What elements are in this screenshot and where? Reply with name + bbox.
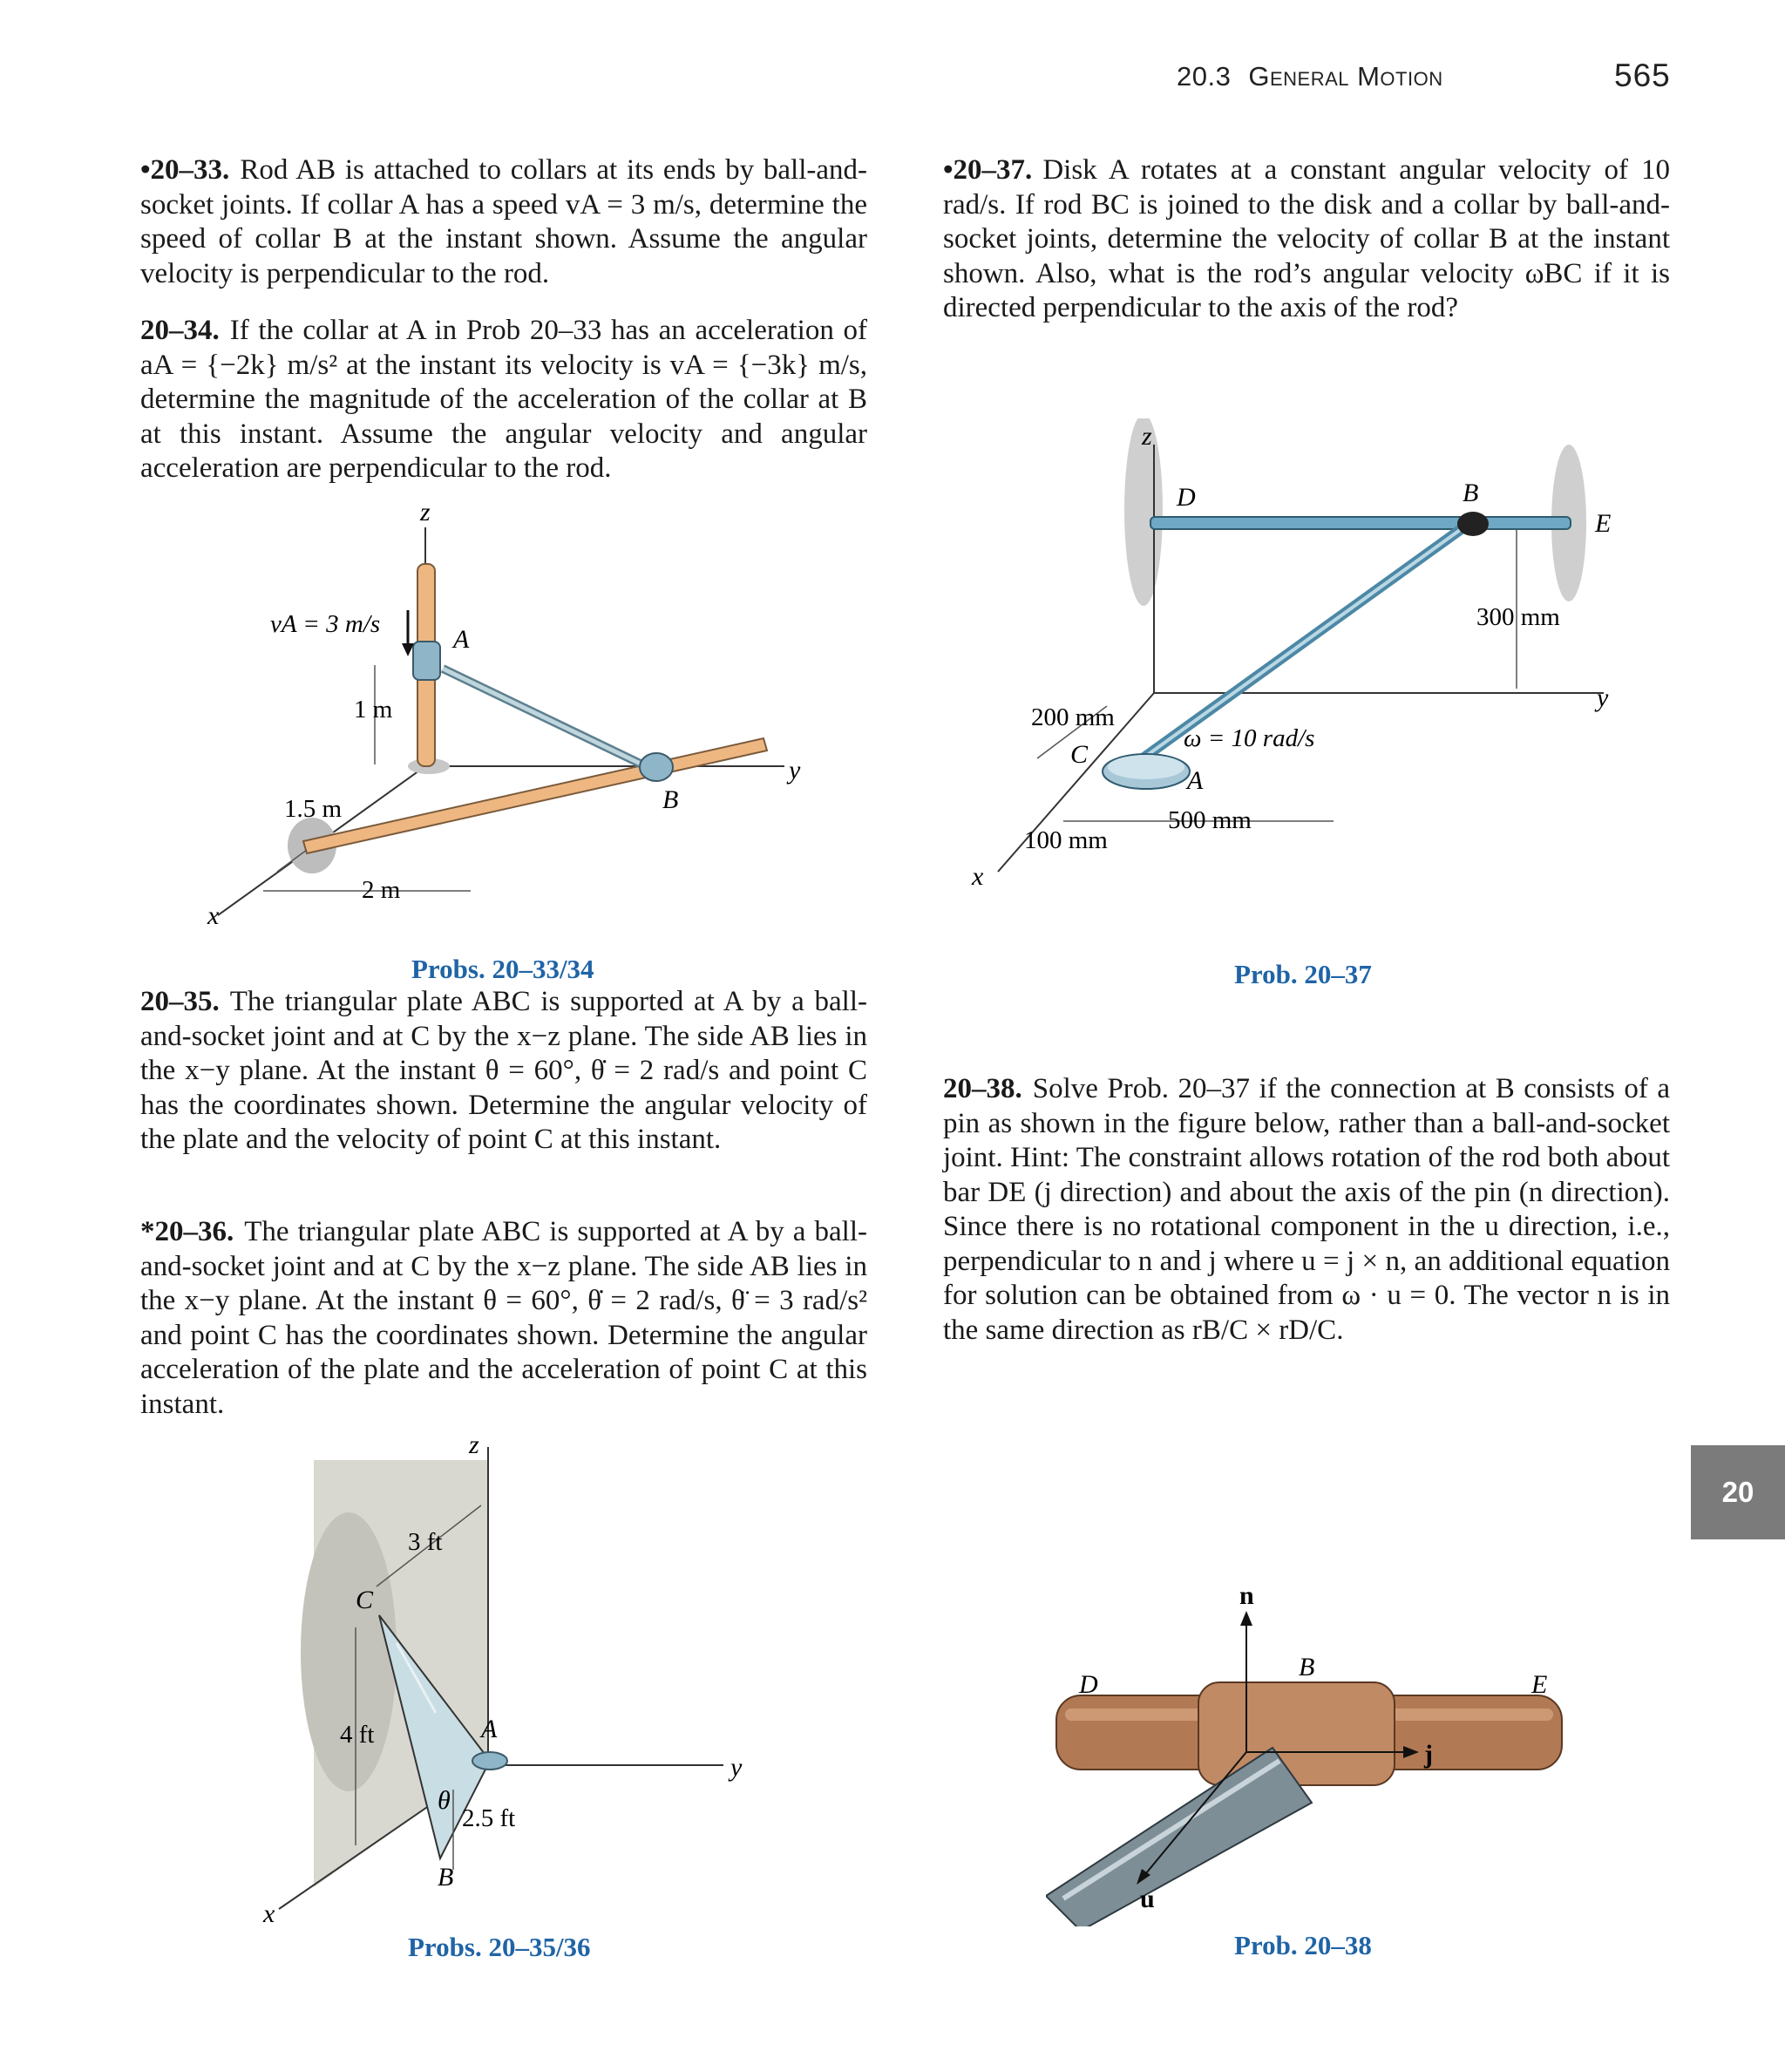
- label-4ft: 4 ft: [340, 1721, 375, 1749]
- label-c: C: [1070, 740, 1089, 769]
- label-500mm: 500 mm: [1168, 806, 1252, 834]
- label-z: z: [469, 1434, 479, 1459]
- label-e: E: [1531, 1670, 1548, 1699]
- section-header: 20.3 General Motion: [1177, 61, 1443, 92]
- figure-probs-20-33-34: [192, 501, 837, 937]
- label-a: A: [1187, 766, 1204, 795]
- joint-a: [472, 1752, 507, 1770]
- label-100mm: 100 mm: [1024, 826, 1108, 854]
- label-z: z: [1142, 422, 1152, 451]
- problem-20-37: •20–37. Disk A rotates at a constant angular velocity of 10 rad/s. If rod BC is joined to the disk and a collar by ball-and-socket joints, determine the velocity of collar B at the instant shown. Also, what is the rod’s angular velocity ωBC if it is directed perpendicular to the axis of the rod?: [943, 154, 1670, 323]
- label-25ft: 2.5 ft: [462, 1804, 516, 1832]
- label-15m: 1.5 m: [284, 795, 343, 823]
- rod-de: [1150, 517, 1571, 529]
- velocity-arrowhead: [402, 643, 414, 656]
- label-300mm: 300 mm: [1476, 603, 1560, 631]
- problem-20-38: 20–38. Solve Prob. 20–37 if the connection at B consists of a pin as shown in the figure below, rather than a ball-and-socket joint. Hint: The constraint allows rotation of the rod both about bar DE (j direction) and about the axis of the pin (n direction). Since there is no rotational component in the u direction, i.e., perpendicular to n and j where u = j × n, an additional equation for solution can be obtained from ω · u = 0. The vector n is in the same direction as rB/C × rD/C.: [943, 1073, 1670, 1346]
- caption-prob-20-37: Prob. 20–37: [1234, 959, 1372, 989]
- label-1m: 1 m: [354, 696, 393, 724]
- plane-shading: [301, 1512, 397, 1791]
- label-x: x: [207, 901, 220, 930]
- label-n: n: [1239, 1581, 1254, 1610]
- label-a: A: [453, 625, 470, 654]
- figure-prob-20-38: [1046, 1578, 1586, 1926]
- page-number: 565: [1614, 58, 1671, 93]
- label-z: z: [420, 501, 431, 526]
- collar-b: [1457, 512, 1489, 536]
- figure-prob-20-37: [959, 418, 1673, 907]
- label-e: E: [1595, 509, 1612, 538]
- label-c: C: [356, 1586, 374, 1614]
- label-omega: ω = 10 rad/s: [1184, 724, 1315, 752]
- label-b: B: [662, 785, 679, 814]
- label-b: B: [438, 1863, 454, 1892]
- pin-rod: [1046, 1748, 1312, 1926]
- label-va: vA = 3 m/s: [270, 610, 381, 638]
- label-b: B: [1463, 479, 1479, 507]
- label-d: D: [1177, 483, 1196, 512]
- chapter-tab: 20: [1691, 1445, 1785, 1539]
- problem-20-36: *20–36. The triangular plate ABC is supported at A by a ball-and-socket joint and at C by the x−z plane. The side AB lies in the x−y plane. At the instant θ = 60°, θ̇ = 2 rad/s, θ̈ = 3 rad/s² and point C has the coordinates shown. Determine the angular acceleration of the plate and the acceleration of point C at this instant.: [140, 1216, 867, 1420]
- collar-b: [640, 753, 673, 781]
- label-2m: 2 m: [362, 876, 401, 904]
- label-b: B: [1299, 1653, 1315, 1681]
- caption-probs-20-33-34: Probs. 20–33/34: [411, 954, 594, 984]
- figure-probs-20-35-36: [253, 1434, 793, 1931]
- problem-20-35: 20–35. The triangular plate ABC is supported at A by a ball-and-socket joint and at C by the x−z plane. The side AB lies in the x−y plane. At the instant θ = 60°, θ̇ = 2 rad/s and point C has the coordinates shown. Determine the angular velocity of the plate and the velocity of point C at this instant.: [140, 986, 867, 1155]
- label-y: y: [730, 1753, 743, 1782]
- label-y: y: [789, 756, 801, 785]
- label-theta: θ: [438, 1786, 451, 1815]
- label-u: u: [1140, 1885, 1155, 1913]
- label-y: y: [1597, 683, 1609, 712]
- inclined-rod: [303, 738, 767, 853]
- label-j: j: [1424, 1740, 1433, 1769]
- disk-a-top: [1108, 755, 1184, 779]
- problem-20-33: •20–33. Rod AB is attached to collars at its ends by ball-and-socket joints. If collar A has a speed vA = 3 m/s, determine the speed of collar B at the instant shown. Assume the angular velocity is perpendicular to the rod.: [140, 154, 867, 289]
- n-arrowhead: [1240, 1611, 1252, 1626]
- collar-a: [413, 642, 440, 680]
- label-x: x: [263, 1899, 275, 1928]
- label-200mm: 200 mm: [1031, 703, 1115, 731]
- label-x: x: [972, 862, 984, 891]
- caption-prob-20-38: Prob. 20–38: [1234, 1930, 1372, 1960]
- rod-ab-highlight: [443, 669, 649, 768]
- problem-20-34: 20–34. If the collar at A in Prob 20–33 has an acceleration of aA = {−2k} m/s² at the instant its velocity is vA = {−3k} m/s, determine the magnitude of the acceleration of the collar at B at this instant. Assume the angular velocity and angular acceleration are perpendicular to the rod.: [140, 315, 867, 484]
- label-a: A: [481, 1715, 498, 1743]
- label-d: D: [1079, 1670, 1098, 1699]
- label-3ft: 3 ft: [408, 1528, 443, 1556]
- collar-b: [1198, 1682, 1395, 1785]
- caption-probs-20-35-36: Probs. 20–35/36: [408, 1932, 591, 1962]
